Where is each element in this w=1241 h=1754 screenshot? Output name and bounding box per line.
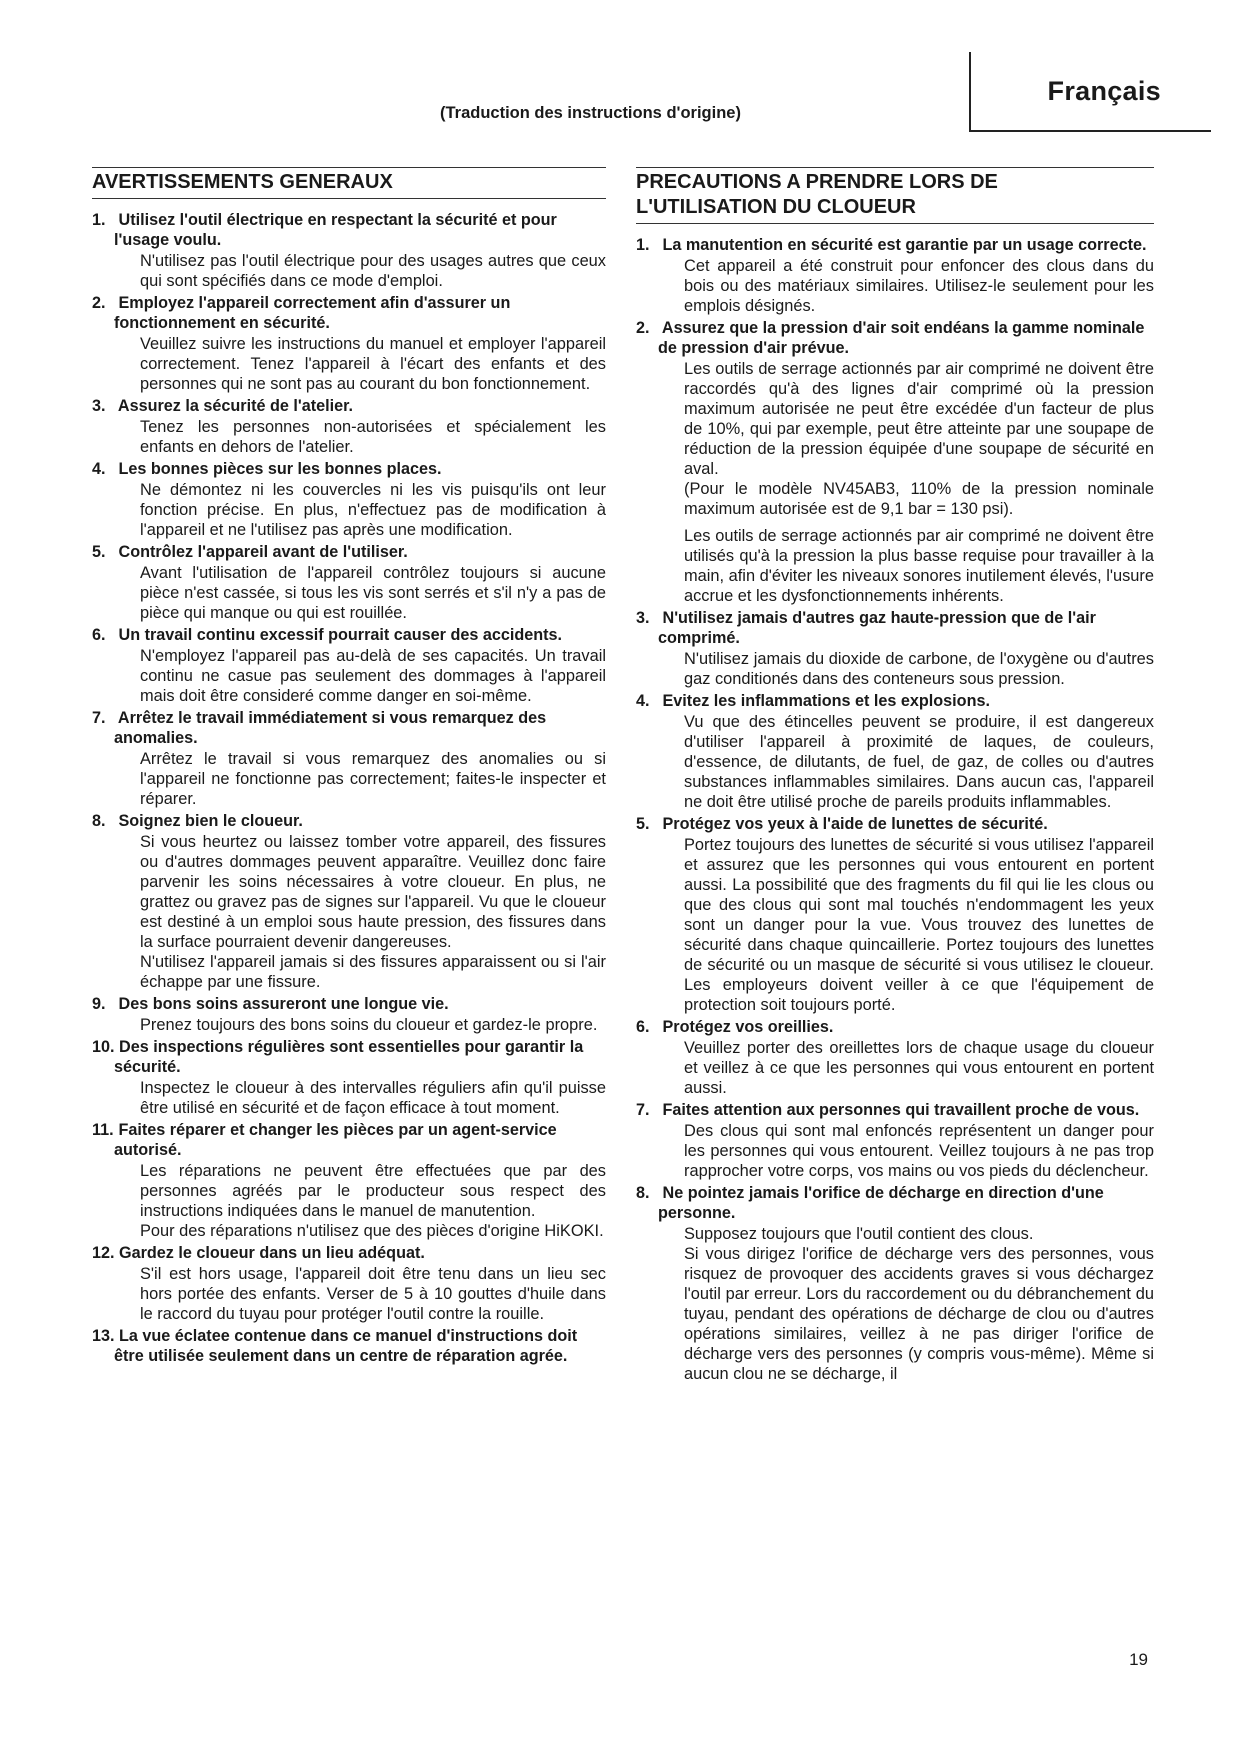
item-title-text: Soignez bien le cloueur. [118,812,303,830]
item-paragraph: Avant l'utilisation de l'appareil contrôlez toujours si aucune pièce n'est cassée, si tous les vis sont serrés et s'il n'y a pas de pièce qui manque ou qui est rouillée. [140,564,606,622]
item-number: 10. [92,1038,115,1056]
item-paragraph: N'utilisez pas l'outil électrique pour des usages autres que ceux qui sont spécifiés dans ce mode d'emploi. [140,252,606,290]
item-number: 1. [636,236,650,254]
item-title [92,1120,606,1160]
item-title [636,1183,1154,1223]
item-paragraph: Arrêtez le travail si vous remarquez des anomalies ou si l'appareil ne fonctionne pas correctement; faites-le inspecter et réparer. [140,750,606,808]
list-item [92,994,606,1035]
item-paragraph: Portez toujours des lunettes de sécurité si vous utilisez l'appareil et assurez que les personnes qui vous entourent en portent aussi. La possibilité que des fragments du fil qui lie les clous ou que des clous qui sont mal touchés n'endommagent les yeux sont un danger pour la vue. Vous trouvez des lunettes de sécurité dans chaque quincaillerie. Portez toujours des lunettes de sécurité ou un masque de sécurité si vous utilisez le cloueur. Les employeurs doivent veiller à ce que l'équipement de protection soit toujours porté. [684,836,1154,1014]
item-number: 2. [92,294,106,312]
item-paragraph: Pour des réparations n'utilisez que des pièces d'origine HiKOKI. [140,1222,604,1240]
item-body [636,1121,1154,1181]
item-title-text: Faites réparer et changer les pièces par un agent-service autorisé. [114,1121,557,1159]
item-number: 6. [636,1018,650,1036]
item-title [636,235,1154,255]
translation-note: (Traduction des instructions d'origine) [440,104,741,122]
item-body [92,251,606,291]
item-body [636,359,1154,606]
list-item [636,1017,1154,1098]
page-number: 19 [1129,1650,1148,1669]
item-title [636,318,1154,358]
item-number: 5. [92,543,106,561]
item-number: 3. [92,397,106,415]
item-title [92,994,606,1014]
item-title-text: Faites attention aux personnes qui travaillent proche de vous. [662,1101,1140,1119]
item-title-text: Protégez vos oreillies. [662,1018,834,1036]
item-number: 8. [92,812,106,830]
item-body [92,480,606,540]
item-paragraph: N'employez l'appareil pas au-delà de ses capacités. Un travail continu ne casue pas seulement des dommages à l'appareil mais doit être consideré comme danger en soi-même. [140,647,606,705]
item-paragraph: Veuillez suivre les instructions du manuel et employer l'appareil correctement. Tenez l'appareil à l'écart des enfants et des personnes qui ne sont pas au courant du bon fonctionnement. [140,335,606,393]
item-title [92,811,606,831]
list-item [92,210,606,291]
item-body [636,712,1154,812]
item-number: 13. [92,1327,115,1345]
item-body [92,749,606,809]
item-paragraph: N'utilisez l'appareil jamais si des fissures apparaissent ou si l'air échappe par une fissure. [140,953,606,991]
item-title [92,293,606,333]
section-title-line-2: L'UTILISATION DU CLOUEUR [636,196,916,218]
item-paragraph: Si vous heurtez ou laissez tomber votre appareil, des fissures ou d'autres dommages peuvent apparaître. Veuillez donc faire parvenir les soins nécessaires à votre cloueur. En plus, ne grattez ou gravez pas de signes sur l'appareil. Vu que le cloueur est destiné à un emploi sous haute pression, des fissures dans la surface pourraient devenir dangereuses. [140,833,606,951]
item-body [92,334,606,394]
item-number: 3. [636,609,650,627]
item-title-text: Employez l'appareil correctement afin d'assurer un fonctionnement en sécurité. [114,294,511,332]
item-paragraph: Tenez les personnes non-autorisées et spécialement les enfants en dehors de l'atelier. [140,418,606,456]
item-paragraph: Ne démontez ni les couvercles ni les vis puisqu'ils ont leur fonction précise. En plus, n'effectuez pas de modification à l'appareil et ne l'utilisez pas après une modification. [140,481,606,539]
list-item [92,1243,606,1324]
item-title [92,1037,606,1077]
list-item [92,708,606,809]
item-paragraph: Si vous dirigez l'orifice de décharge vers des personnes, vous risquez de provoquer des accidents graves si vous déchargez l'outil par erreur. Lors du raccordement ou du débranchement du tuyau, pendant des opérations de décharge de clou ou d'autres opérations similaires, veillez à ne pas diriger l'orifice de décharge vers des personnes (y compris vous-même). Même si aucun clou ne se décharge, il [684,1245,1154,1383]
general-warnings-list [92,210,606,1366]
list-item [636,814,1154,1015]
item-title [92,708,606,748]
item-title-text: Ne pointez jamais l'orifice de décharge en direction d'une personne. [658,1184,1104,1222]
item-paragraph: Cet appareil a été construit pour enfoncer des clous dans du bois ou des matériaux similaires. Utilisez-le seulement pour les emplois désignés. [684,257,1154,315]
item-paragraph: Veuillez porter des oreillettes lors de chaque usage du cloueur et veillez à ce que les personnes qui vous entourent en portent aussi. [684,1039,1154,1097]
item-title [92,625,606,645]
right-column [636,170,1154,1386]
item-body [636,1224,1154,1384]
list-item [636,318,1154,606]
item-title-text: N'utilisez jamais d'autres gaz haute-pression que de l'air comprimé. [658,609,1096,647]
item-title-text: Assurez que la pression d'air soit endéans la gamme nominale de pression d'air prévue. [658,319,1145,357]
item-body [636,1038,1154,1098]
item-body [92,1161,606,1241]
list-item [92,396,606,457]
list-item [92,293,606,394]
item-title [636,608,1154,648]
item-body [92,417,606,457]
item-title [92,1243,606,1263]
item-number: 2. [636,319,650,337]
item-number: 5. [636,815,650,833]
list-item [92,542,606,623]
list-item [92,1326,606,1366]
list-item [92,811,606,992]
item-title-text: Utilisez l'outil électrique en respectant la sécurité et pour l'usage voulu. [114,211,557,249]
list-item [636,235,1154,316]
item-title-text: Les bonnes pièces sur les bonnes places. [118,460,442,478]
nailer-precautions-list [636,235,1154,1384]
list-item [92,459,606,540]
item-title-text: La manutention en sécurité est garantie par un usage correcte. [662,236,1147,254]
item-title [92,396,606,416]
list-item [92,625,606,706]
item-title-text: Contrôlez l'appareil avant de l'utiliser. [118,543,408,561]
list-item [636,1183,1154,1384]
item-body [92,1015,606,1035]
item-title [636,1017,1154,1037]
item-paragraph: Les outils de serrage actionnés par air comprimé ne doivent être utilisés qu'à la pression la plus basse requise pour travailler à la main, afin d'éviter les niveaux sonores inutilement élevés, l'usure accrue et les dysfonctionnements inhérents. [684,527,1154,605]
item-body [92,646,606,706]
item-title [636,814,1154,834]
item-number: 6. [92,626,106,644]
list-item [636,1100,1154,1181]
item-title [636,691,1154,711]
item-number: 8. [636,1184,650,1202]
left-column [92,170,606,1366]
item-body [92,1078,606,1118]
item-number: 4. [92,460,106,478]
item-paragraph: Les outils de serrage actionnés par air comprimé ne doivent être raccordés qu'à des lignes d'air comprimé où la pression maximum autorisée ne peut être excédée d'un facteur de plus de 10%, qui par exemple, peut être atteinte par une soupape de réduction de la pression équipée d'une soupape de sécurité en aval. [684,360,1154,478]
item-number: 7. [636,1101,650,1119]
item-title-text: La vue éclatee contenue dans ce manuel d'instructions doit être utilisée seulement dans un centre de réparation agrée. [114,1327,578,1365]
list-item [636,691,1154,812]
item-paragraph: N'utilisez jamais du dioxide de carbone, de l'oxygène ou d'autres gaz conditionés dans des conteneurs sous pression. [684,650,1154,688]
item-title [92,542,606,562]
section-title-nailer-precautions [636,167,1154,224]
item-body [636,835,1154,1015]
item-title [636,1100,1154,1120]
item-title-text: Assurez la sécurité de l'atelier. [117,397,353,415]
item-paragraph: Les réparations ne peuvent être effectuées que par des personnes agréés par le producteur sous respect des instructions indiquées dans le manuel de manutention. [140,1162,606,1220]
item-number: 1. [92,211,106,229]
item-paragraph: (Pour le modèle NV45AB3, 110% de la pression nominale maximum autorisée est de 9,1 bar = 130 psi). [684,480,1154,518]
item-title [92,459,606,479]
language-label: Français [1047,76,1161,106]
item-title-text: Des inspections régulières sont essentielles pour garantir la sécurité. [114,1038,584,1076]
list-item [92,1120,606,1241]
item-body [92,832,606,992]
item-body [92,563,606,623]
item-body [92,1264,606,1324]
item-title [92,1326,606,1366]
list-item [92,1037,606,1118]
item-paragraph: S'il est hors usage, l'appareil doit être tenu dans un lieu sec hors portée des enfants. Verser de 5 à 10 gouttes d'huile dans le raccord du tuyau pour protéger l'outil contre la rouille. [140,1265,606,1323]
item-paragraph: Supposez toujours que l'outil contient des clous. [684,1225,1034,1243]
item-paragraph: Inspectez le cloueur à des intervalles réguliers afin qu'il puisse être utilisé en sécurité et de façon efficace à tout moment. [140,1079,606,1117]
language-header-box [969,52,1211,132]
item-body [636,256,1154,316]
item-title-text: Un travail continu excessif pourrait causer des accidents. [118,626,563,644]
item-number: 7. [92,709,106,727]
item-paragraph: Prenez toujours des bons soins du cloueur et gardez-le propre. [140,1016,598,1034]
list-item [636,608,1154,689]
item-number: 11. [92,1121,114,1139]
section-title-line-1: PRECAUTIONS A PRENDRE LORS DE [636,171,998,193]
item-number: 4. [636,692,650,710]
item-title-text: Arrêtez le travail immédiatement si vous remarquez des anomalies. [114,709,547,747]
item-title-text: Evitez les inflammations et les explosions. [662,692,990,710]
item-body [636,649,1154,689]
item-title-text: Protégez vos yeux à l'aide de lunettes de sécurité. [662,815,1048,833]
item-paragraph: Vu que des étincelles peuvent se produire, il est dangereux d'utiliser l'appareil à proximité de laques, de couleurs, d'essence, de dilutants, de fuel, de gaz, de colles ou d'autres substances inflammables similaires. Dans aucun cas, l'appareil ne doit être utilisé proche de pareils produits inflammables. [684,713,1154,811]
item-number: 12. [92,1244,115,1262]
item-title-text: Des bons soins assureront une longue vie. [118,995,449,1013]
item-paragraph: Des clous qui sont mal enfoncés représentent un danger pour les personnes qui vous entourent. Veillez toujours à ne pas trop rapprocher votre corps, vos mains ou vos pieds du déclencheur. [684,1122,1154,1180]
item-number: 9. [92,995,106,1013]
item-title-text: Gardez le cloueur dans un lieu adéquat. [119,1244,425,1262]
item-title [92,210,606,250]
section-title-general-warnings: AVERTISSEMENTS GENERAUX [92,167,606,199]
